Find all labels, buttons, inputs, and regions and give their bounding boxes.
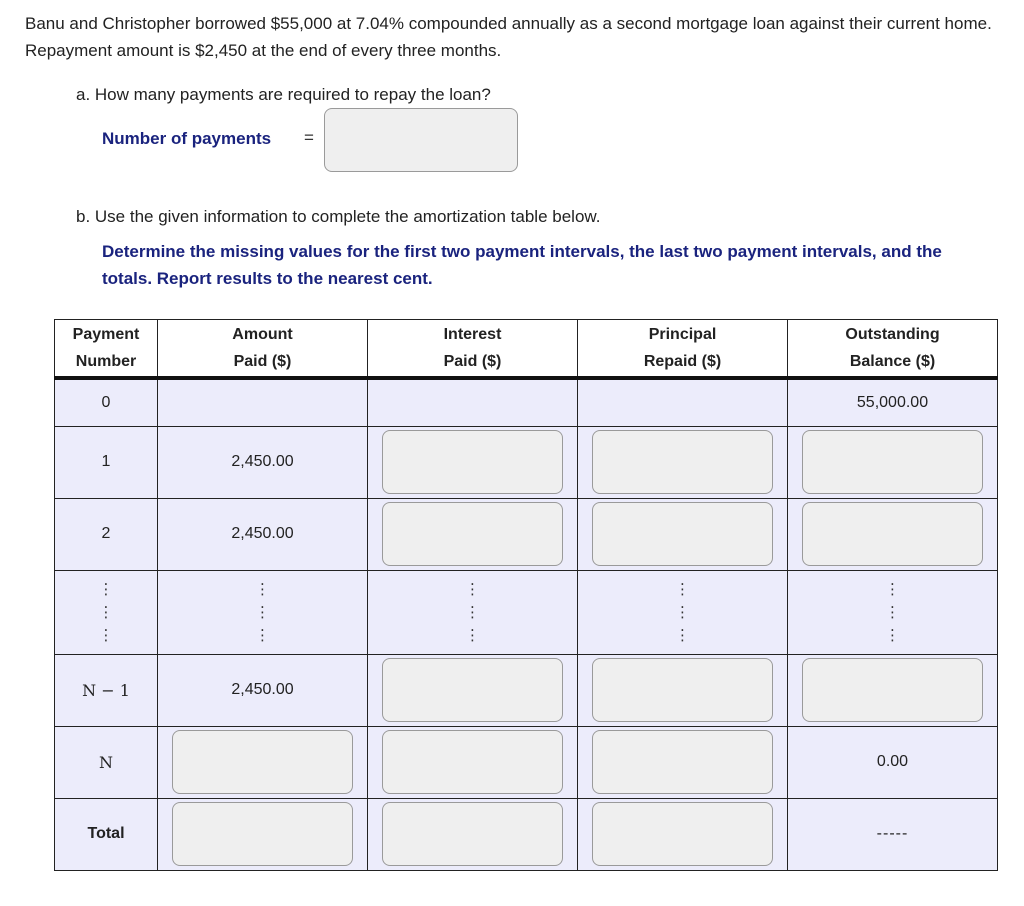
header-outstanding-balance: [788, 320, 998, 379]
header-interest-line2: Paid ($): [443, 353, 502, 370]
vdots: ⋮: [675, 580, 690, 598]
interest-paid-cell: [368, 498, 578, 570]
interest-paid-input-2[interactable]: [382, 502, 563, 566]
balance-input-n-1[interactable]: [802, 658, 983, 722]
vdots: ⋮: [885, 603, 900, 621]
header-interest-line1: Interest: [443, 326, 502, 343]
header-principal-repaid: [578, 320, 788, 379]
amount-paid-cell: 2,450.00: [158, 498, 368, 570]
table-row-total: [55, 798, 998, 870]
header-interest-paid: [368, 320, 578, 379]
header-payment-number: [55, 320, 158, 379]
header-principal-line2: Repaid ($): [643, 353, 722, 370]
header-amount-line2: Paid ($): [233, 353, 292, 370]
number-of-payments-label: Number of payments: [102, 129, 272, 148]
vdots-cell: [158, 570, 368, 654]
balance-cell: 0.00: [788, 726, 998, 798]
principal-repaid-cell: [578, 378, 788, 426]
table-header-row: [55, 320, 998, 379]
vdots: ⋮: [255, 580, 270, 598]
vdots: ⋮: [675, 626, 690, 644]
vdots: ⋮: [465, 626, 480, 644]
interest-paid-input-n-1[interactable]: [382, 658, 563, 722]
vdots: ⋮: [465, 603, 480, 621]
vdots-cell: [788, 570, 998, 654]
interest-paid-input-1[interactable]: [382, 430, 563, 494]
balance-input-1[interactable]: [802, 430, 983, 494]
number-of-payments-row: [102, 108, 542, 174]
vdots: ⋮: [98, 603, 114, 621]
header-balance-line1: Outstanding: [845, 326, 940, 343]
equals-sign: =: [304, 128, 314, 147]
payment-number-cell: 2: [55, 498, 158, 570]
vdots: ⋮: [885, 580, 900, 598]
header-payment-line1: Payment: [72, 326, 140, 343]
amount-paid-cell: [158, 378, 368, 426]
payment-number-cell: N: [55, 726, 158, 798]
total-principal-repaid-input[interactable]: [592, 802, 773, 866]
principal-repaid-cell: [578, 426, 788, 498]
amount-paid-cell: [158, 798, 368, 870]
question-a: a. How many payments are required to repay the loan?: [76, 85, 491, 104]
amount-paid-cell: 2,450.00: [158, 654, 368, 726]
vdots: ⋮: [98, 580, 114, 598]
header-balance-line2: Balance ($): [849, 353, 936, 370]
total-interest-paid-input[interactable]: [382, 802, 563, 866]
principal-repaid-input-1[interactable]: [592, 430, 773, 494]
vdots: ⋮: [255, 603, 270, 621]
amount-paid-cell: 2,450.00: [158, 426, 368, 498]
total-amount-paid-input[interactable]: [172, 802, 353, 866]
header-amount-paid: [158, 320, 368, 379]
vdots: ⋮: [98, 626, 114, 644]
vdots: ⋮: [675, 603, 690, 621]
number-of-payments-input[interactable]: [324, 108, 518, 172]
interest-paid-cell: [368, 378, 578, 426]
table-row-n-minus-1: [55, 654, 998, 726]
interest-paid-cell: [368, 726, 578, 798]
vdots: ⋮: [885, 626, 900, 644]
principal-repaid-cell: [578, 498, 788, 570]
interest-paid-cell: [368, 798, 578, 870]
vdots: ⋮: [255, 626, 270, 644]
payment-number-cell: 0: [55, 378, 158, 426]
amount-paid-input-n[interactable]: [172, 730, 353, 794]
amortization-table: [54, 319, 998, 871]
interest-paid-input-n[interactable]: [382, 730, 563, 794]
principal-repaid-input-n[interactable]: [592, 730, 773, 794]
vdots-cell: [578, 570, 788, 654]
balance-cell: [788, 654, 998, 726]
balance-input-2[interactable]: [802, 502, 983, 566]
table-row-1: [55, 426, 998, 498]
header-amount-line1: Amount: [232, 326, 293, 343]
total-label-cell: Total: [55, 798, 158, 870]
table-row-0: [55, 378, 998, 426]
problem-text: Banu and Christopher borrowed $55,000 at 7.04% compounded annually as a second mortgage loan against their current home. Repayment amount is $2,450 at the end of every three months.: [25, 14, 992, 60]
question-b: b. Use the given information to complete the amortization table below.: [76, 207, 601, 226]
vdots-cell: [55, 570, 158, 654]
interest-paid-cell: [368, 654, 578, 726]
balance-cell: -----: [788, 798, 998, 870]
table-row-ellipsis: [55, 570, 998, 654]
table-row-2: [55, 498, 998, 570]
instruction-text: Determine the missing values for the first two payment intervals, the last two payment intervals, and the totals. Report results to the nearest cent.: [102, 242, 942, 288]
balance-cell: [788, 498, 998, 570]
vdots-cell: [368, 570, 578, 654]
interest-paid-cell: [368, 426, 578, 498]
balance-cell: 55,000.00: [788, 378, 998, 426]
header-payment-line2: Number: [75, 353, 137, 370]
header-principal-line1: Principal: [648, 326, 717, 343]
principal-repaid-input-n-1[interactable]: [592, 658, 773, 722]
payment-number-cell: N − 1: [55, 654, 158, 726]
principal-repaid-input-2[interactable]: [592, 502, 773, 566]
amount-paid-cell: [158, 726, 368, 798]
vdots: ⋮: [465, 580, 480, 598]
balance-cell: [788, 426, 998, 498]
payment-number-cell: 1: [55, 426, 158, 498]
principal-repaid-cell: [578, 726, 788, 798]
table-row-n: [55, 726, 998, 798]
principal-repaid-cell: [578, 654, 788, 726]
principal-repaid-cell: [578, 798, 788, 870]
